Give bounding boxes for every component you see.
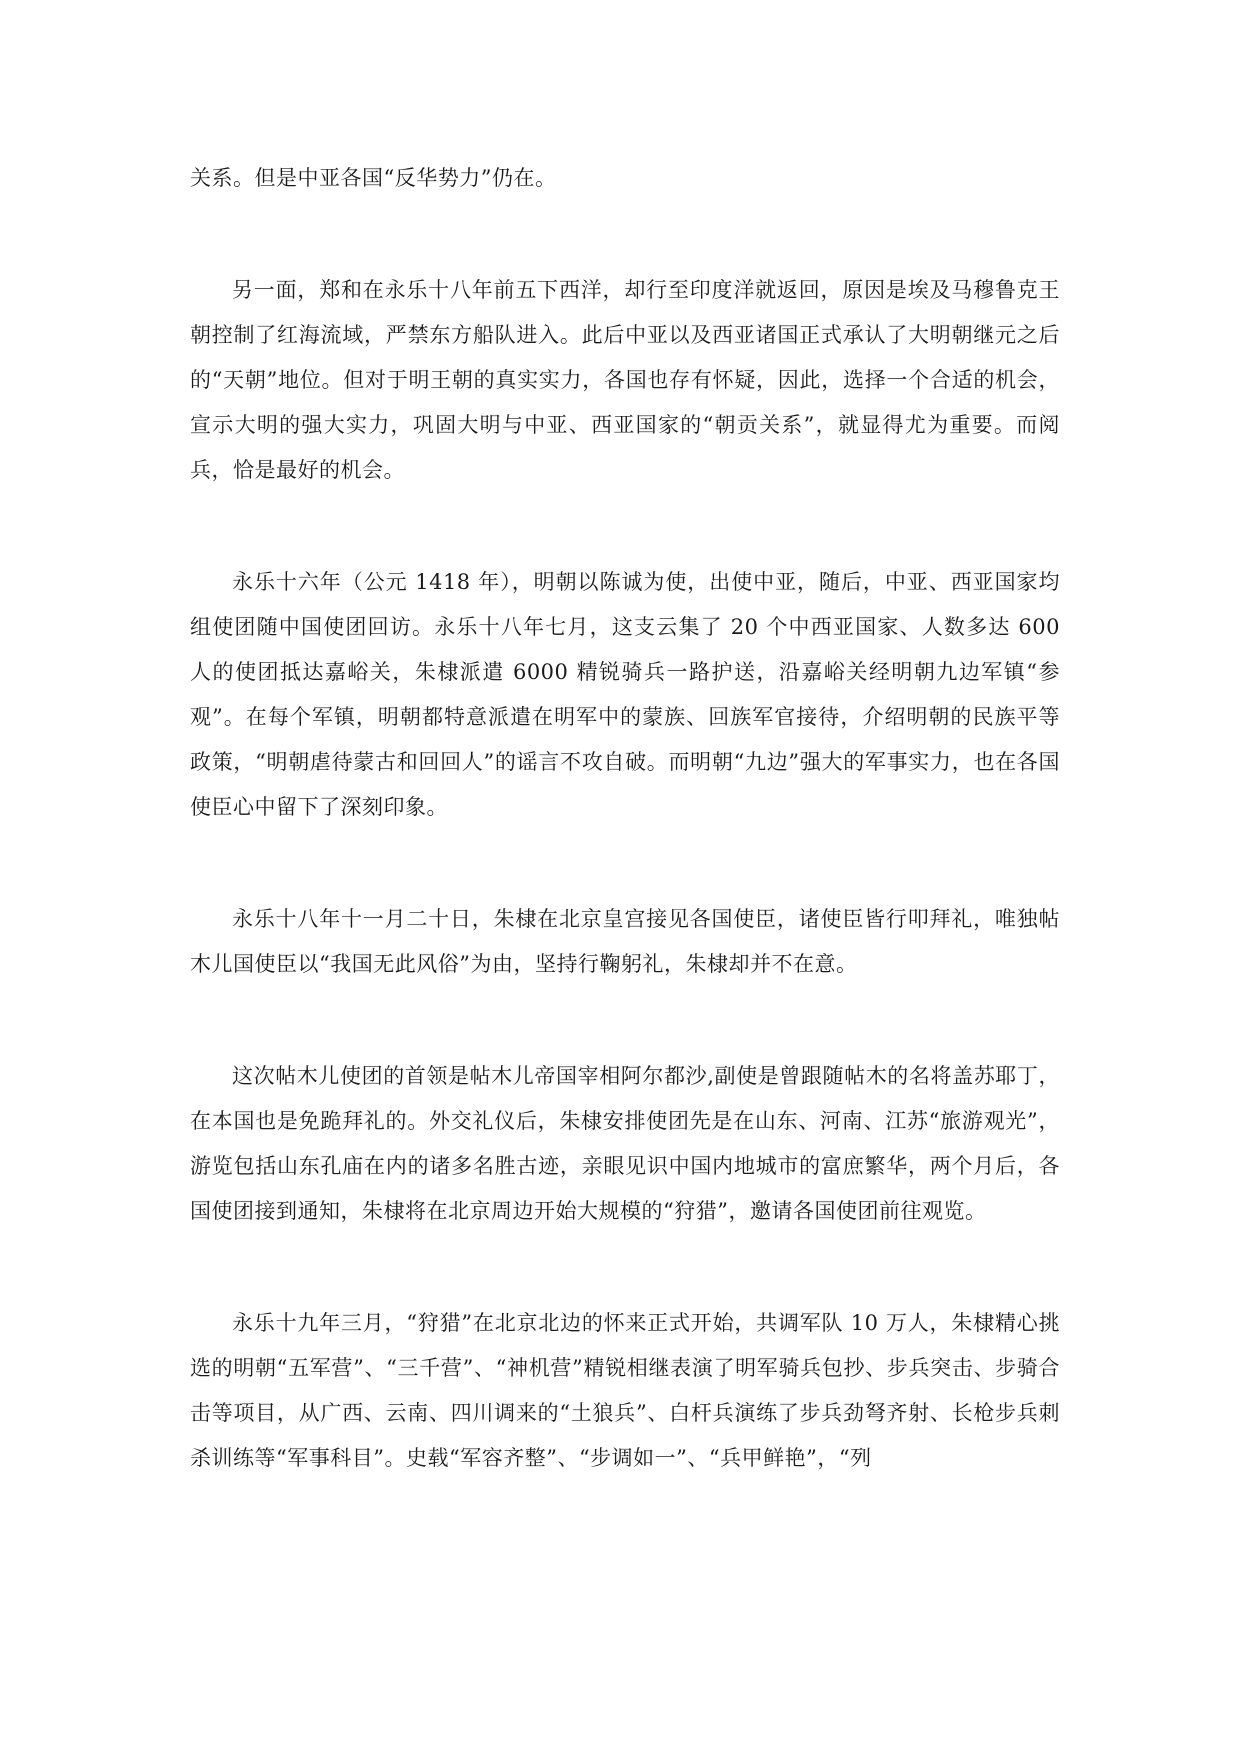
paragraph-zheng-he: 另一面，郑和在永乐十八年前五下西洋，却行至印度洋就返回，原因是埃及马穆鲁克王朝控制了红海流域，严禁东方船队进入。此后中亚以及西亚诸国正式承认了大明朝继元之后的“天朝”地位。但对于明王朝的真实实力，各国也存有怀疑，因此，选择一个合适的机会，宣示大明的强大实力，巩固大明与中亚、西亚国家的“朝贡关系”，就显得尤为重要。而阅兵，恰是最好的机会。 [190, 278, 1060, 482]
paragraph-hunt-parade: 永乐十九年三月，“狩猎”在北京北边的怀来正式开始，共调军队 10 万人，朱棣精心挑选的明朝“五军营”、“三千营”、“神机营”精锐相继表演了明军骑兵包抄、步兵突击、步骑合击等项目，从广西、云南、四川调来的“土狼兵”、白杆兵演练了步兵劲弩齐射、长枪步兵刺杀训练等“军事科目”。史载“军容齐整”、“步调如一”、“兵甲鲜艳”，“列 [190, 1311, 1060, 1470]
paragraph-continuation: 关系。但是中亚各国“反华势力”仍在。 [190, 166, 557, 190]
paragraph-chen-cheng-mission: 永乐十六年（公元 1418 年），明朝以陈诚为使，出使中亚，随后，中亚、西亚国家均组使团随中国使团回访。永乐十八年七月，这支云集了 20 个中西亚国家、人数多达 600 人的使团抵达嘉峪关，朱棣派遣 6000 精锐骑兵一路护送，沿嘉峪关经明朝九边军镇“参观”。在每个军镇，明朝都特意派遣在明军中的蒙族、回族军官接待，介绍明朝的民族平等政策，“明朝虐待蒙古和回回人”的谣言不攻自破。而明朝“九边”强大的军事实力，也在各国使臣心中留下了深刻印象。 [190, 570, 1060, 819]
document-page [190, 156, 1060, 1481]
paragraph-timurid-envoy: 这次帖木儿使团的首领是帖木儿帝国宰相阿尔都沙,副使是曾跟随帖木的名将盖苏耶丁，在本国也是免跪拜礼的。外交礼仪后，朱棣安排使团先是在山东、河南、江苏“旅游观光”，游览包括山东孔庙在内的诸多名胜古迹，亲眼见识中国内地城市的富庶繁华，两个月后，各国使团接到通知，朱棣将在北京周边开始大规模的“狩猎”，邀请各国使团前往观览。 [190, 1064, 1060, 1223]
paragraph-envoys-audience: 永乐十八年十一月二十日，朱棣在北京皇宫接见各国使臣，诸使臣皆行叩拜礼，唯独帖木儿国使臣以“我国无此风俗”为由，坚持行鞠躬礼，朱棣却并不在意。 [190, 907, 1060, 976]
